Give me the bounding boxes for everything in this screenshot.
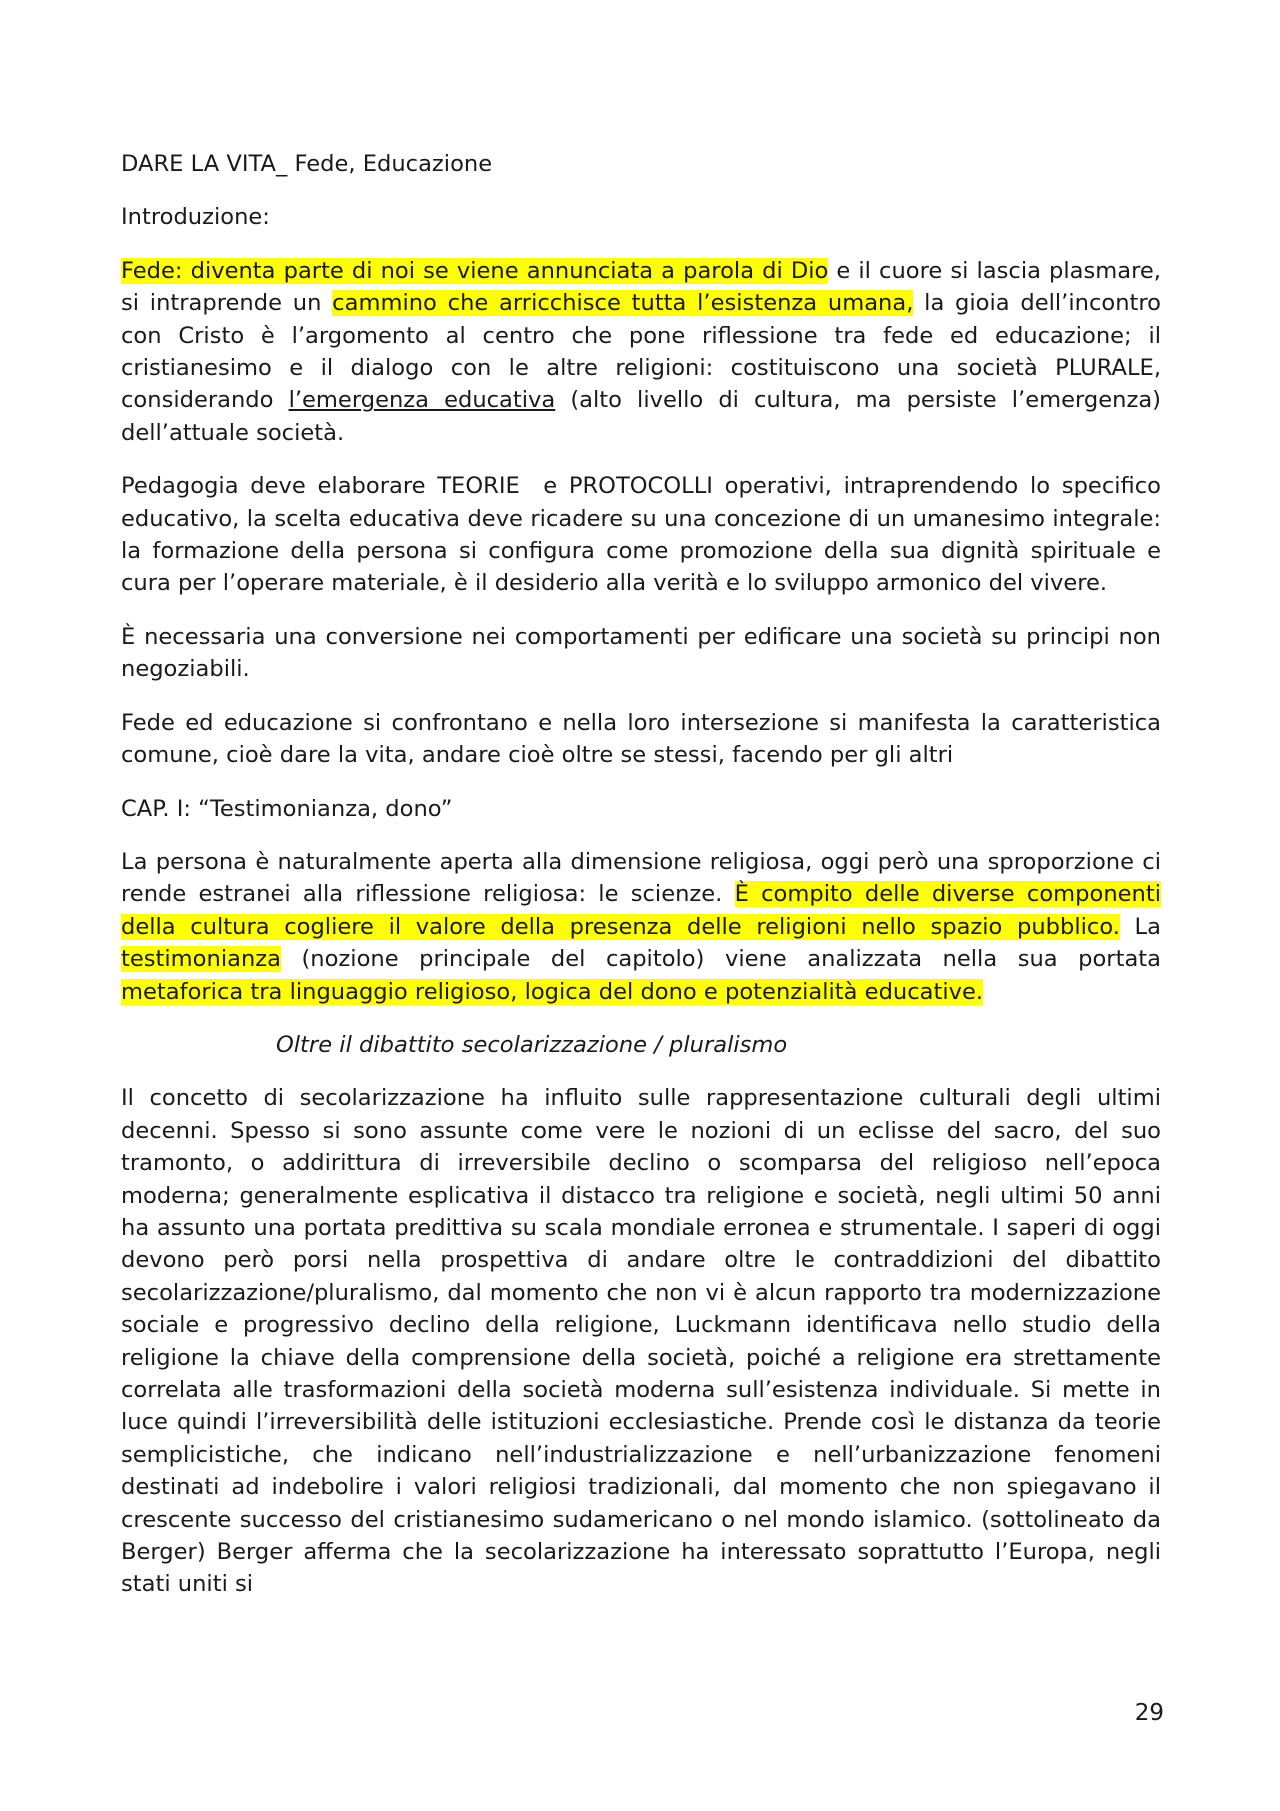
highlighted-text: È compito delle diverse componenti della cultura cogliere il valore della presenza delle religioni nello spazio pubblico. — [121, 881, 1162, 940]
page-number: 29 — [1134, 1700, 1164, 1726]
paragraph-text: (nozione principale del capitolo) viene analizzata nella sua portata — [280, 946, 1161, 973]
paragraph-text: la gioia dell’incontro con Cristo è l’argomento al centro che pone riflessione tra fede ed educazione; il cristianesimo e il dialogo con le altre religioni: costituiscono una società PLURALE, considerando — [121, 290, 1161, 414]
document-title: DARE LA VITA_ Fede, Educazione — [121, 151, 493, 177]
highlighted-text: testimonianza — [121, 946, 281, 973]
paragraph-text: e il cuore si lascia plasmare, si intraprende un — [121, 257, 1161, 317]
chapter-heading: CAP. I: “Testimonianza, dono” — [121, 795, 453, 822]
paragraph-conversione: È necessaria una conversione nei comportamenti per edificare una società su principi non negoziabili. — [121, 623, 1161, 683]
paragraph-fede-educazione: Fede ed educazione si confrontano e nella loro intersezione si manifesta la caratteristica comune, cioè dare la vita, andare cioè oltre se stessi, facendo per gli altri — [121, 709, 1161, 769]
paragraph-pedagogia: Pedagogia deve elaborare TEORIE e PROTOCOLLI operativi, intraprendendo lo specifico educativo, la scelta educativa deve ricadere su una concezione di un umanesimo integrale: la formazione della persona si configura come promozione della sua dignità spirituale e cura per l’operare materiale, è il desiderio alla verità e lo sviluppo armonico del vivere. — [121, 473, 1169, 597]
highlighted-text: Fede: diventa parte di noi se viene annunciata a parola di Dio — [121, 257, 829, 284]
page-content — [121, 148, 1169, 1622]
highlighted-text: cammino che arricchisce tutta l’esistenza umana, — [332, 290, 914, 317]
highlighted-text: metaforica tra linguaggio religioso, logica del dono e potenzialità educative. — [121, 978, 984, 1005]
paragraph-persona — [121, 846, 1161, 1008]
paragraph-text: La — [1119, 913, 1161, 940]
section-subtitle: Oltre il dibattito secolarizzazione / pluralismo — [276, 1031, 788, 1058]
paragraph-intro — [121, 255, 1161, 449]
paragraph-secolarizzazione: Il concetto di secolarizzazione ha influito sulle rappresentazione culturali degli ultimi decenni. Spesso si sono assunte come vere le nozioni di un eclisse del sacro, del suo tramonto, o addirittura di irreversibile declino o scomparsa del religioso nell’epoca moderna; generalmente esplicativa il distacco tra religione e società, negli ultimi 50 anni ha assunto una portata predittiva su scala mondiale erronea e strumentale. I saperi di oggi devono però porsi nella prospettiva di andare oltre le contraddizioni del dibattito secolarizzazione/pluralismo, dal momento che non vi è alcun rapporto tra modernizzazione sociale e progressivo declino della religione, Luckmann identificava nello studio della religione la chiave della comprensione della società, poiché a religione era strettamente correlata alle trasformazioni della società moderna sull’esistenza individuale. Si mette in luce quindi l’irreversibilità delle istituzioni ecclesiastiche. Prende così le distanza da teorie semplicistiche, che indicano nell’industrializzazione e nell’urbanizzazione fenomeni destinati ad indebolire i valori religiosi tradizionali, dal momento che non spiegavano il crescente successo del cristianesimo sudamericano o nel mondo islamico. (sottolineato da Berger) Berger afferma che la secolarizzazione ha interessato soprattutto l’Europa, negli stati uniti si — [121, 1085, 1161, 1598]
paragraph-text: La persona è naturalmente aperta alla dimensione religiosa, oggi però una sproporzione ci rende estranei alla riflessione religiosa: le scienze. — [121, 848, 1161, 908]
underlined-text: l’emergenza educativa — [288, 387, 556, 414]
intro-heading: Introduzione: — [121, 204, 270, 231]
paragraph-text: (alto livello di cultura, ma persiste l’emergenza) dell’attuale società. — [121, 387, 1161, 446]
